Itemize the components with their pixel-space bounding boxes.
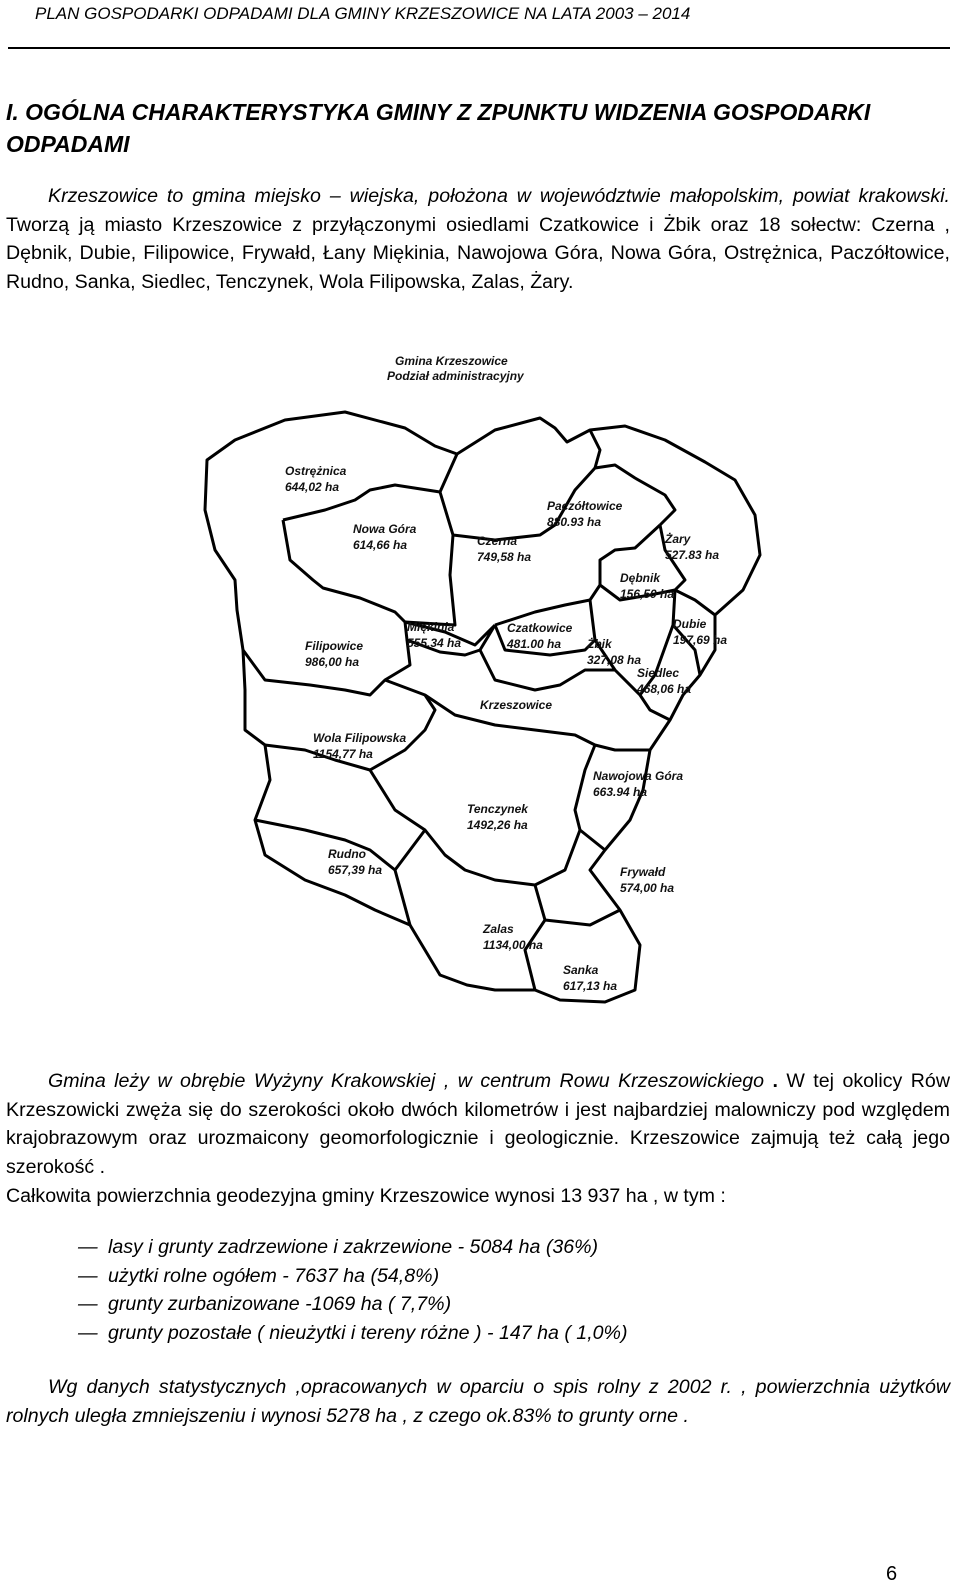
map-region-name: Krzeszowice	[480, 698, 553, 712]
map-labels	[285, 464, 727, 993]
land-use-item: — grunty zurbanizowane -1069 ha ( 7,7%)	[78, 1290, 627, 1319]
map-region-name: Wola Filipowska	[313, 731, 407, 745]
land-use-list	[78, 1233, 627, 1348]
map-region-area: 197,69 ha	[673, 633, 728, 647]
map-region-area: 468,06 ha	[637, 682, 692, 696]
map-region-area: 555.34 ha	[407, 636, 462, 650]
map-subtitle: Podział administracyjny	[387, 369, 524, 383]
land-use-item: — użytki rolne ogółem - 7637 ha (54,8%)	[78, 1262, 627, 1291]
land-use-item: — grunty pozostałe ( nieużytki i tereny różne ) - 147 ha ( 1,0%)	[78, 1319, 627, 1348]
statistics-paragraph	[6, 1373, 950, 1430]
geography-rest: W tej okolicy Rów Krzeszowicki zwęża się do szerokości około dwóch kilometrów i jest najbardziej malowniczy pod względem krajobrazowym oraz urozmaicony geomorfologicznie i geologicznie. Krzeszowice zajmują też całą jego szerokość .	[6, 1070, 950, 1179]
map-region-area: 1492,26 ha	[467, 818, 528, 832]
page-number: 6	[886, 1563, 898, 1585]
intro-part1: Krzeszowice to gmina miejsko – wiejska, położona w województwie małopolskim, powiat krakowski.	[48, 185, 950, 207]
map-region-name: Sanka	[563, 963, 599, 977]
border-zalas	[395, 870, 620, 925]
border-nowa-gora	[283, 492, 455, 625]
map-region-area: 644,02 ha	[285, 480, 340, 494]
map-region-area: 327,08 ha	[587, 653, 642, 667]
map-region-name: Żary	[665, 532, 691, 546]
map-region-area: 1154,77 ha	[313, 747, 373, 761]
map-region-name: Miękinia	[407, 620, 455, 634]
border-paczoltowice	[590, 430, 600, 468]
map-region-area: 880.93 ha	[547, 515, 602, 529]
map-region-name: Frywałd	[620, 865, 666, 879]
border-zary	[675, 590, 715, 615]
map-region-area: 527.83 ha	[665, 548, 720, 562]
map-region-area: 617,13 ha	[563, 979, 618, 993]
intro-part2: Tworzą ją miasto Krzeszowice z przyłączonymi osiedlami Czatkowice i Żbik oraz 18 sołectw: Czerna , Dębnik, Dubie, Filipowice, Frywałd, Łany Miękinia, Nawojowa Góra, Nowa Góra, Ostrężnica, Paczółtowice, Rudno, Sanka, Siedlec, Tenczynek, Wola Filipowska, Zalas, Żary.	[6, 213, 950, 294]
statistics-text: Wg danych statystycznych ,opracowanych w oparciu o spis rolny z 2002 r. , powierzchnia użytków rolnych uległa zmniejszeniu i wynosi 5278 ha , z czego ok.83% to grunty orne .	[6, 1376, 950, 1427]
map-region-name: Dubie	[673, 617, 707, 631]
map-region-name: Siedlec	[637, 666, 680, 680]
map-region-name: Żbik	[587, 637, 612, 651]
map-region-name: Filipowice	[305, 639, 364, 653]
section-title: I. OGÓLNA CHARAKTERYSTYKA GMINY Z ZPUNKTU WIDZENIA GOSPODARKI ODPADAMI	[6, 99, 871, 157]
map-region-area: 574,00 ha	[620, 881, 675, 895]
intro-paragraph	[6, 182, 950, 297]
map-region-name: Czatkowice	[507, 621, 573, 635]
map-region-name: Rudno	[328, 847, 366, 861]
map-region-area: 156,50 ha	[620, 587, 675, 601]
map-region-area: 749,58 ha	[477, 550, 532, 564]
geography-dot: .	[764, 1070, 778, 1092]
map-region-name: Paczółtowice	[547, 499, 623, 513]
running-header: PLAN GOSPODARKI ODPADAMI DLA GMINY KRZESZOWICE NA LATA 2003 – 2014	[35, 4, 691, 23]
border-sanka	[525, 920, 545, 990]
map-region-name: Ostrężnica	[285, 464, 347, 478]
map-region-name: Dębnik	[620, 571, 661, 585]
map-region-area: 657,39 ha	[328, 863, 383, 877]
header-divider	[8, 47, 950, 49]
geography-italic: Gmina leży w obrębie Wyżyny Krakowskiej , w centrum Rowu Krzeszowickiego	[48, 1070, 765, 1092]
map-title: Gmina Krzeszowice	[395, 354, 508, 368]
map-region-area: 986,00 ha	[305, 655, 360, 669]
administrative-map	[195, 350, 775, 1040]
map-region-area: 614,66 ha	[353, 538, 408, 552]
map-region-name: Nawojowa Góra	[593, 769, 684, 783]
land-use-item: — lasy i grunty zadrzewione i zakrzewione - 5084 ha (36%)	[78, 1233, 627, 1262]
map-region-area: 663.94 ha	[593, 785, 648, 799]
map-region-area: 481.00 ha	[507, 637, 562, 651]
map-region-name: Tenczynek	[467, 802, 528, 816]
map-region-name: Nowa Góra	[353, 522, 417, 536]
area-total-line: Całkowita powierzchnia geodezyjna gminy Krzeszowice wynosi 13 937 ha , w tym :	[6, 1184, 726, 1207]
map-region-name: Zalas	[483, 922, 514, 936]
map-region-area: 1134,00 ha	[483, 938, 543, 952]
map-region-name: Czerna	[477, 534, 518, 548]
geography-paragraph	[6, 1067, 950, 1211]
